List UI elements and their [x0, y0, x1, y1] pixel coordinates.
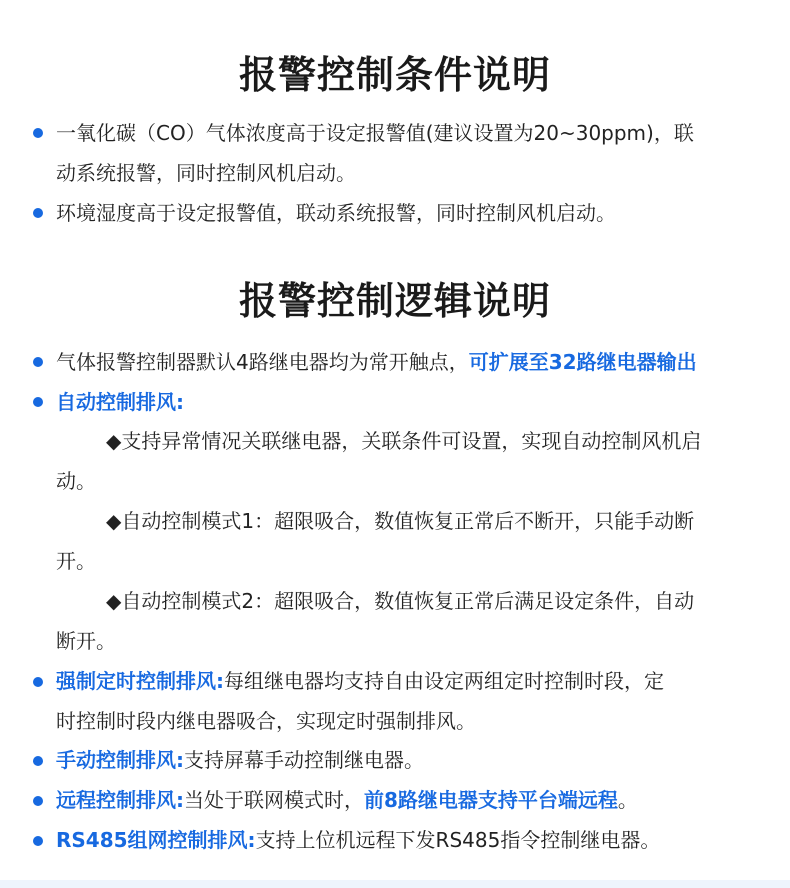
- auto-control-label: 自动控制排风:: [56, 390, 184, 414]
- logic-item-rs485: [56, 828, 784, 852]
- remote-control-end: 。: [617, 788, 638, 812]
- section-title-conditions: 报警控制条件说明: [238, 53, 551, 97]
- auto-sub1-line2: 动。: [56, 469, 96, 493]
- logic-item-manual: [56, 748, 784, 772]
- logic-item-remote: [56, 788, 784, 812]
- condition-item-humidity: 环境湿度高于设定报警值，联动系统报警，同时控制风机启动。: [56, 201, 616, 225]
- auto-sub1-line1: ◆支持异常情况关联继电器，关联条件可设置，实现自动控制风机启: [106, 429, 702, 453]
- manual-control-text: 支持屏幕手动控制继电器。: [184, 748, 424, 772]
- bullet-icon: [33, 208, 43, 218]
- logic-item-auto-label: [56, 390, 784, 414]
- bullet-icon: [33, 756, 43, 766]
- relay-expand-highlight: 可扩展至32路继电器输出: [468, 350, 697, 374]
- section-title-logic: 报警控制逻辑说明: [238, 279, 551, 323]
- remote-control-text: 当处于联网模式时，: [184, 788, 364, 812]
- condition-item-co-line1: 一氧化碳（CO）气体浓度高于设定报警值(建议设置为20~30ppm)，联: [56, 121, 694, 145]
- auto-sub3-line2: 断开。: [56, 629, 116, 653]
- auto-sub3-line1: ◆自动控制模式2：超限吸合，数值恢复正常后满足设定条件，自动: [106, 589, 695, 613]
- auto-sub2-line2: 开。: [56, 549, 96, 573]
- timed-control-label: 强制定时控制排风:: [56, 669, 224, 693]
- timed-control-text: 每组继电器均支持自由设定两组定时控制时段，定: [224, 669, 664, 693]
- remote-control-label: 远程控制排风:: [56, 788, 184, 812]
- bullet-icon: [33, 128, 43, 138]
- logic-item-timed: [56, 669, 784, 693]
- bullet-icon: [33, 397, 43, 407]
- logic-item-relay: [56, 350, 784, 374]
- bottom-divider: [0, 880, 790, 888]
- bullet-icon: [33, 796, 43, 806]
- bullet-icon: [33, 357, 43, 367]
- logic-item-timed-line2: 时控制时段内继电器吸合，实现定时强制排风。: [56, 709, 476, 733]
- auto-sub2-line1: ◆自动控制模式1：超限吸合，数值恢复正常后不断开，只能手动断: [106, 509, 695, 533]
- bullet-icon: [33, 836, 43, 846]
- relay-default-text: 气体报警控制器默认4路继电器均为常开触点，: [56, 350, 469, 374]
- manual-control-label: 手动控制排风:: [56, 748, 184, 772]
- condition-item-co-line2: 动系统报警，同时控制风机启动。: [56, 161, 356, 185]
- remote-control-highlight: 前8路继电器支持平台端远程: [364, 788, 618, 812]
- bullet-icon: [33, 677, 43, 687]
- rs485-control-label: RS485组网控制排风:: [56, 828, 256, 852]
- rs485-control-text: 支持上位机远程下发RS485指令控制继电器。: [255, 828, 661, 852]
